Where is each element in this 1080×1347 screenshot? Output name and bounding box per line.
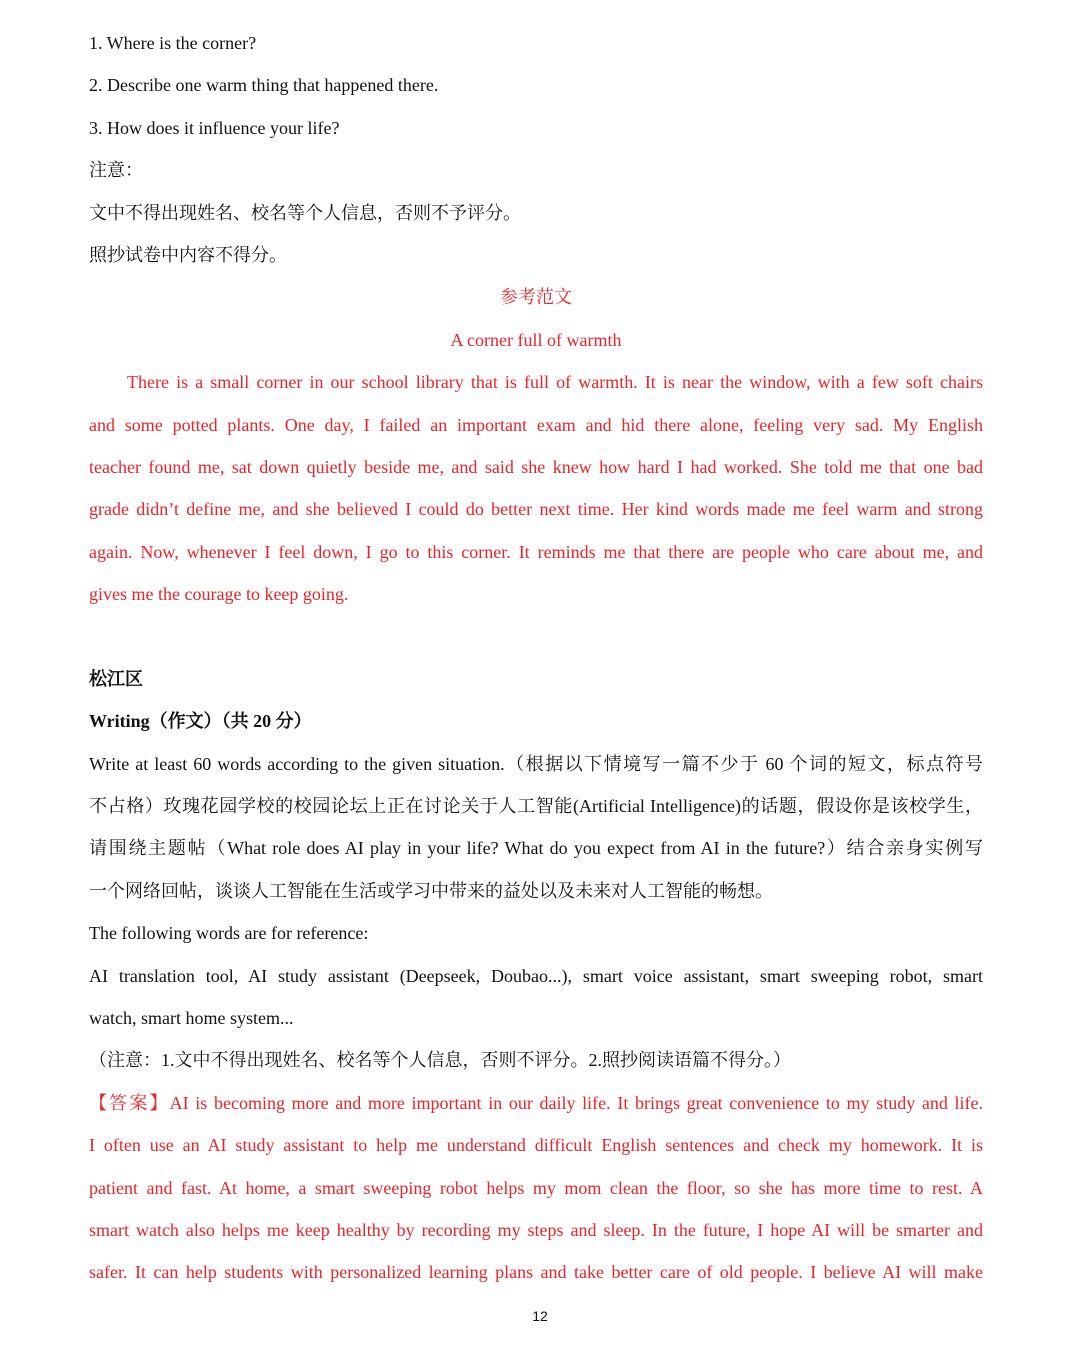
model-essay-line: There is a small corner in our school library that is full of warmth. It is near the window, with a few soft chairs bbox=[127, 372, 983, 393]
notes-label: 注意： bbox=[89, 160, 143, 181]
answer-first-line bbox=[89, 1082, 983, 1124]
answer-text: AI is becoming more and more important in our daily life. It brings great convenience to my study and life. bbox=[169, 1092, 984, 1113]
prompt-line: 请围绕主题帖（What role does AI play in your life? What do you expect from AI in the future?）结合亲身实例写 bbox=[89, 838, 983, 859]
note-item: 照抄试卷中内容不得分。 bbox=[89, 244, 287, 265]
district-heading: 松江区 bbox=[89, 668, 143, 689]
answer-label: 【答案】 bbox=[89, 1092, 170, 1113]
model-essay-line: grade didn’t define me, and she believed I could do better next time. Her kind words made me feel warm and strong bbox=[89, 499, 983, 520]
model-essay-line: again. Now, whenever I feel down, I go to this corner. It reminds me that there are people who care about me, and bbox=[89, 541, 983, 562]
answer-line: patient and fast. At home, a smart sweeping robot helps my mom clean the floor, so she has more time to rest. A bbox=[89, 1177, 983, 1198]
model-essay-line: and some potted plants. One day, I failed an important exam and hid there alone, feeling very sad. My English bbox=[89, 414, 983, 435]
prompt-line: 一个网络回帖，谈谈人工智能在生活或学习中带来的益处以及未来对人工智能的畅想。 bbox=[89, 880, 773, 901]
reference-intro: The following words are for reference: bbox=[89, 923, 369, 944]
model-essay-line: teacher found me, sat down quietly beside me, and said she knew how hard I had worked. She told me that one bad bbox=[89, 456, 983, 477]
question-3: 3. How does it influence your life? bbox=[89, 117, 340, 138]
writing-heading-en: Writing bbox=[89, 711, 150, 732]
question-2: 2. Describe one warm thing that happened there. bbox=[89, 75, 439, 96]
section-note: （注意：1.文中不得出现姓名、校名等个人信息，否则不评分。2.照抄阅读语篇不得分。） bbox=[89, 1050, 791, 1071]
answer-line: safer. It can help students with personalized learning plans and take better care of old people. I believe AI will make bbox=[89, 1262, 983, 1283]
spacer bbox=[89, 615, 983, 657]
page-number: 12 bbox=[532, 1308, 548, 1324]
note-item: 文中不得出现姓名、校名等个人信息，否则不予评分。 bbox=[89, 202, 521, 223]
prompt-line: Write at least 60 words according to the given situation.（根据以下情境写一篇不少于 60 个词的短文，标点符号 bbox=[89, 753, 983, 774]
reference-line: AI translation tool, AI study assistant (Deepseek, Doubao...), smart voice assistant, smart sweeping robot, smart bbox=[89, 965, 983, 986]
model-essay-heading: 参考范文 bbox=[500, 287, 572, 308]
writing-heading-points: 20 bbox=[253, 711, 272, 732]
reference-line: watch, smart home system... bbox=[89, 1007, 294, 1028]
prompt-line: 不占格）玫瑰花园学校的校园论坛上正在讨论关于人工智能(Artificial Intelligence)的话题，假设你是该校学生， bbox=[89, 796, 983, 817]
answer-line: I often use an AI study assistant to help me understand difficult English sentences and check my homework. It is bbox=[89, 1135, 983, 1156]
question-1: 1. Where is the corner? bbox=[89, 33, 257, 53]
document-page bbox=[89, 22, 983, 1294]
writing-heading bbox=[89, 700, 983, 742]
model-essay-line: gives me the courage to keep going. bbox=[89, 584, 349, 605]
model-essay-title: A corner full of warmth bbox=[450, 329, 622, 350]
writing-heading-end: 分） bbox=[275, 711, 312, 732]
writing-heading-cn: （作文）（共 bbox=[149, 711, 249, 732]
answer-line: smart watch also helps me keep healthy by recording my steps and sleep. In the future, I hope AI will be smarter and bbox=[89, 1219, 983, 1240]
